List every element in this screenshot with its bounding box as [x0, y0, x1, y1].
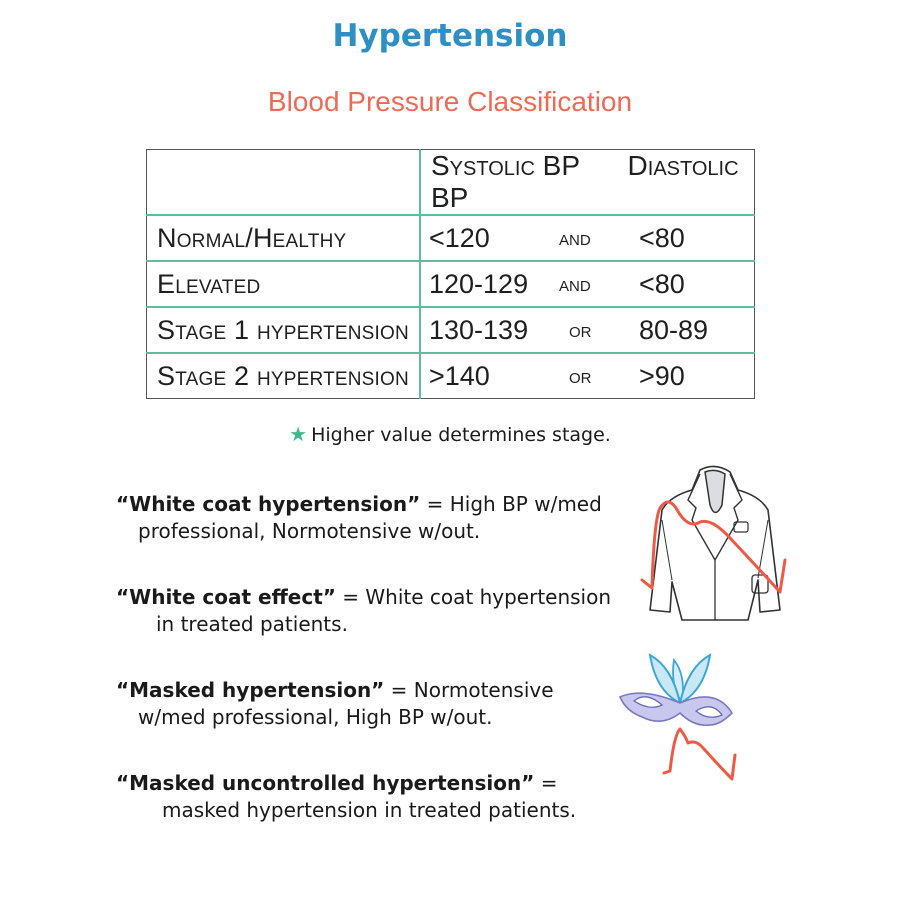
row-connector: or	[559, 353, 639, 399]
star-icon: ★	[289, 422, 308, 446]
row-diastolic: 80-89	[639, 307, 755, 353]
row-systolic: <120	[420, 215, 559, 261]
definition-white-coat-hypertension: “White coat hypertension” = High BP w/med professional, Normotensive w/out.	[116, 492, 602, 543]
row-category: Stage 1 hypertension	[147, 307, 421, 353]
row-systolic: 130-139	[420, 307, 559, 353]
definition-term: “White coat hypertension”	[116, 492, 421, 516]
header-diastolic: Diastolic BP	[431, 150, 739, 213]
table-row	[147, 215, 755, 261]
row-systolic: 120-129	[420, 261, 559, 307]
row-category: Elevated	[147, 261, 421, 307]
table-row	[147, 261, 755, 307]
page-title: Hypertension	[332, 18, 568, 54]
row-diastolic: <80	[639, 261, 755, 307]
header-systolic: Systolic BP	[431, 150, 581, 181]
definition-masked-hypertension: “Masked hypertension” = Normotensive w/med professional, High BP w/out.	[116, 678, 554, 729]
row-category: Normal/Healthy	[147, 215, 421, 261]
stage-note	[0, 422, 900, 446]
table-header-row	[147, 150, 755, 216]
table-row	[147, 307, 755, 353]
bp-classification-table	[146, 149, 755, 399]
row-connector: and	[559, 261, 639, 307]
definition-white-coat-effect: “White coat effect” = White coat hypertension in treated patients.	[116, 585, 612, 636]
row-diastolic: <80	[639, 215, 755, 261]
row-diastolic: >90	[639, 353, 755, 399]
note-text: Higher value determines stage.	[311, 424, 611, 446]
header-blank-cell	[147, 150, 421, 216]
row-connector: or	[559, 307, 639, 353]
masquerade-mask-icon	[612, 645, 747, 790]
definition-term: “White coat effect”	[116, 585, 336, 609]
table-row	[147, 353, 755, 399]
page-subtitle: Blood Pressure Classification	[267, 86, 633, 117]
row-category: Stage 2 hypertension	[147, 353, 421, 399]
row-systolic: >140	[420, 353, 559, 399]
lab-coat-icon	[630, 460, 800, 630]
definition-term: “Masked uncontrolled hypertension”	[116, 771, 535, 795]
definition-term: “Masked hypertension”	[116, 678, 385, 702]
row-connector: and	[559, 215, 639, 261]
definition-masked-uncontrolled-hypertension: “Masked uncontrolled hypertension” = masked hypertension in treated patients.	[116, 771, 577, 822]
